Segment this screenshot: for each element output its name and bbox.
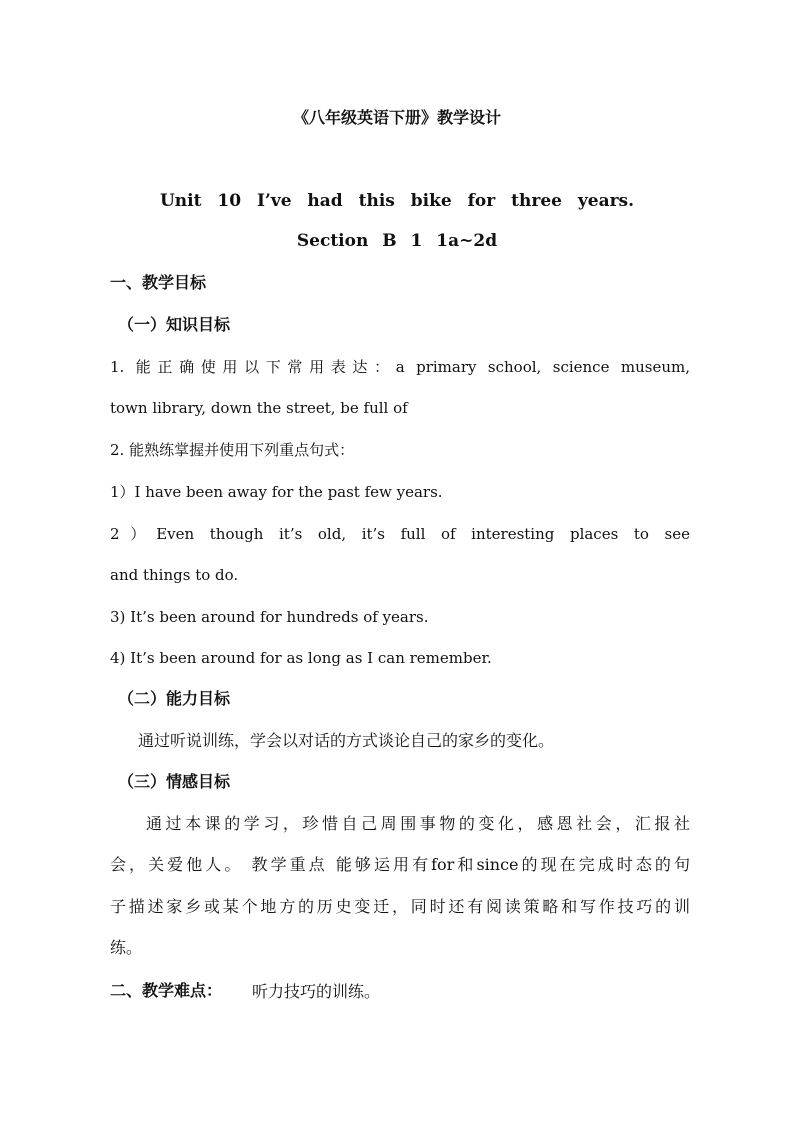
emotion-goals-line-3: 子描述家乡或某个地方的历史变迁，同时还有阅读策略和写作技巧的训 — [110, 897, 690, 916]
ability-goals-text: 通过听说训练，学会以对话的方式谈论自己的家乡的变化。 — [138, 731, 555, 750]
expression-list-line-1: 1. 能正确使用以下常用表达：a primary school, science museum, — [110, 358, 690, 376]
document-title: 《八年级英语下册》教学设计 — [292, 108, 501, 127]
sentence-pattern-3: 3) It’s been around for hundreds of years. — [110, 608, 429, 626]
subsection-heading-emotion-goals: （三）情感目标 — [118, 772, 231, 791]
sentence-pattern-4: 4) It’s been around for as long as I can remember. — [110, 649, 492, 667]
subsection-heading-ability-goals: （二）能力目标 — [118, 689, 231, 708]
section-title: Section B 1 1a~2d — [296, 231, 498, 251]
expression-list-line-2: town library, down the street, be full of — [110, 399, 408, 417]
sentence-pattern-2-line-1: 2）Even though it’s old, it’s full of interesting places to see — [110, 525, 690, 543]
emotion-goals-line-1: 通过本课的学习，珍惜自己周围事物的变化，感恩社会，汇报社 — [146, 814, 690, 833]
teaching-difficulty-text: 听力技巧的训练。 — [252, 982, 381, 1001]
section-heading-teaching-difficulty: 二、教学难点： — [110, 981, 223, 1000]
emotion-goals-line-4: 练。 — [110, 938, 143, 957]
sentence-pattern-1: 1）I have been away for the past few years. — [110, 483, 443, 501]
sentence-pattern-2-line-2: and things to do. — [110, 566, 239, 584]
sentence-patterns-intro: 2. 能熟练掌握并使用下列重点句式： — [110, 441, 355, 459]
unit-title: Unit 10 I’ve had this bike for three years. — [159, 191, 635, 211]
subsection-heading-knowledge-goals: （一）知识目标 — [118, 315, 231, 334]
emotion-goals-line-2: 会，关爱他人。 教学重点 能够运用有for和since的现在完成时态的句 — [110, 855, 690, 874]
section-heading-teaching-goals: 一、教学目标 — [110, 273, 207, 292]
